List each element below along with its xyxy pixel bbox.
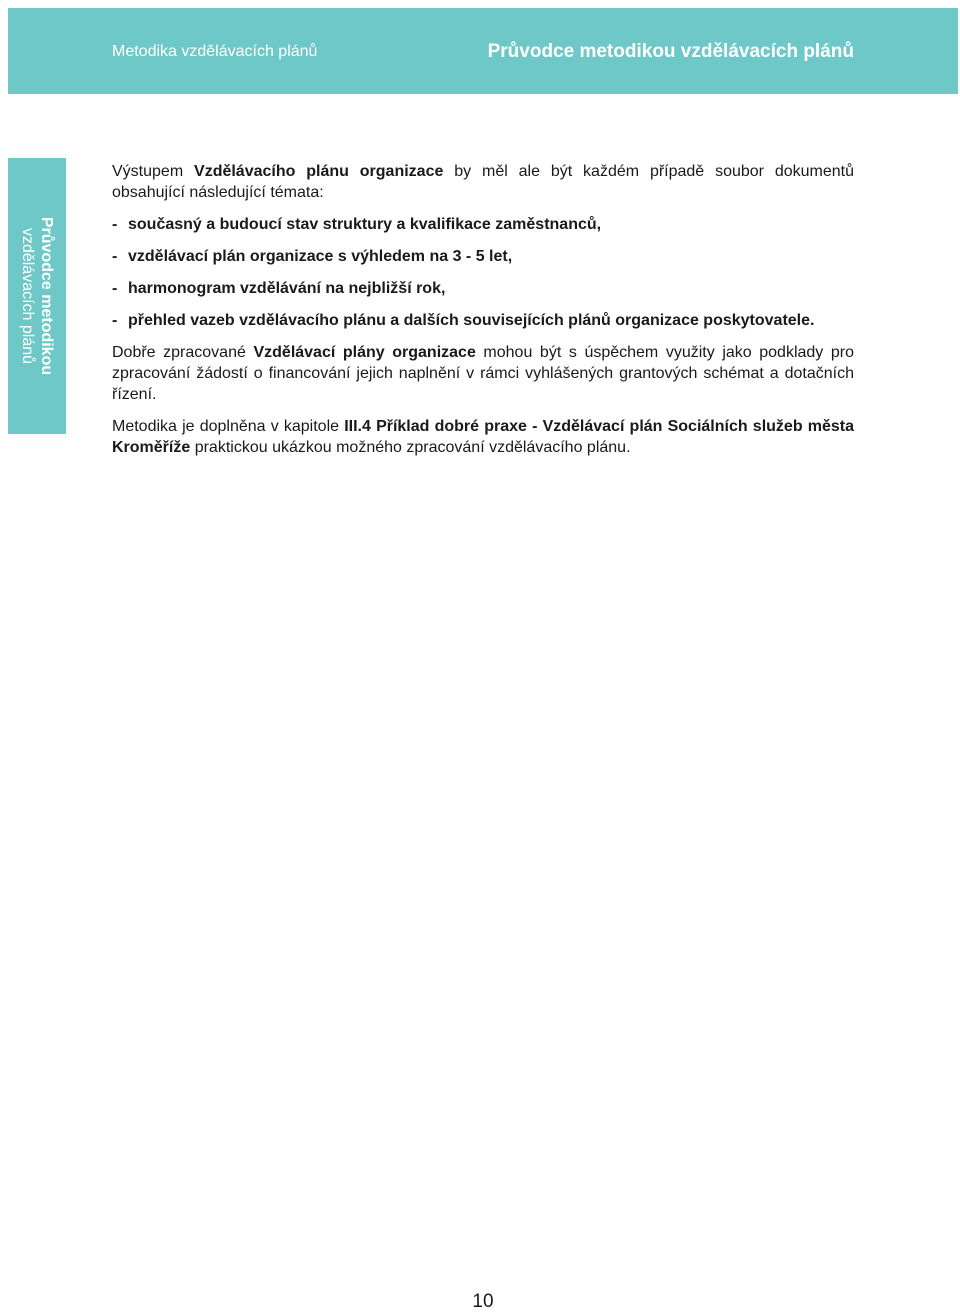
list-item: - vzdělávací plán organizace s výhledem na 3 - 5 let, [112,246,854,267]
intro-bold: Vzdělávacího plánu organizace [194,163,444,180]
third-paragraph [112,416,854,458]
intro-text-1: Výstupem [112,163,195,180]
para2-text-2: mohou být s úspěchem využity jako podklady pro zpracování žádostí o financování jejich naplnění v rámci vyhlášených grantových schémat a dotačních řízení. [112,344,855,403]
header-band [8,8,958,94]
intro-text-2: by měl ale být každém případě soubor dokumentů obsahující následující témata: [112,163,855,201]
topics-list [112,214,854,331]
side-tab [8,158,66,434]
para3-text-2: praktickou ukázkou možného zpracování vzdělávacího plánu. [190,439,631,456]
list-item: - současný a budoucí stav struktury a kvalifikace zaměstnanců, [112,214,854,235]
main-content [112,161,854,458]
intro-paragraph [112,161,854,203]
page-number: 10 [472,1291,494,1312]
side-tab-text [18,217,56,375]
side-tab-line2: vzdělávacích plánů [19,227,36,365]
list-item: - přehled vazeb vzdělávacího plánu a dalších souvisejících plánů organizace poskytovatele. [112,310,854,331]
header-left-title: Metodika vzdělávacích plánů [112,43,318,60]
list-item: - harmonogram vzdělávání na nejbližší rok, [112,278,854,299]
side-tab-line1: Průvodce metodikou [38,216,55,376]
para2-bold: Vzdělávací plány organizace [253,344,476,361]
second-paragraph [112,342,854,405]
para3-bold: III.4 Příklad dobré praxe - Vzdělávací plán Sociálních služeb města Kroměříže [112,418,855,456]
para3-text-1: Metodika je doplněna v kapitole [112,418,345,435]
header-right-title: Průvodce metodikou vzdělávacích plánů [487,41,854,62]
para2-text-1: Dobře zpracované [112,344,254,361]
